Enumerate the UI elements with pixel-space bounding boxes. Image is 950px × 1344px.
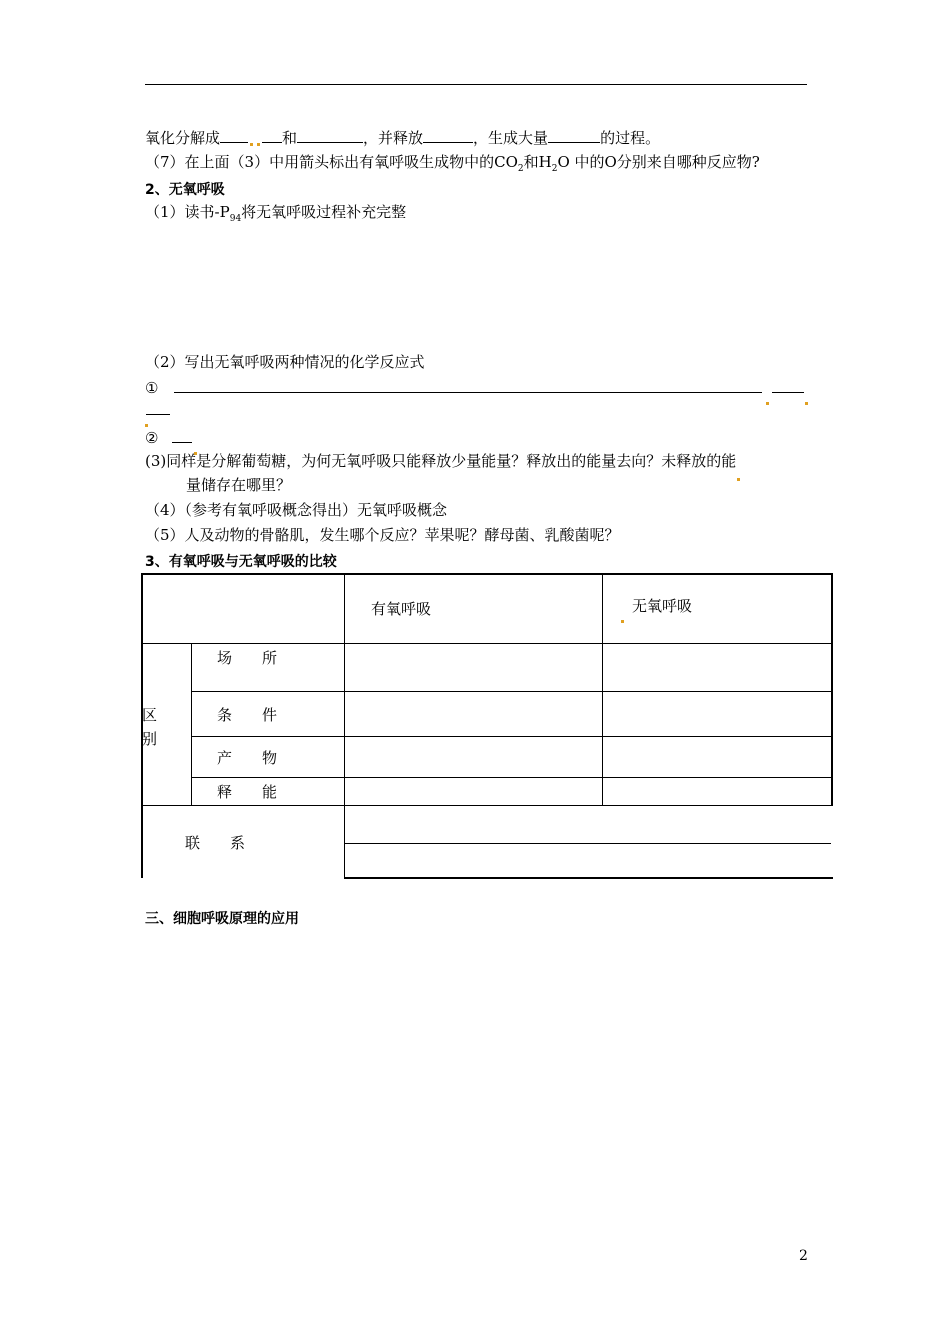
table-rule [141, 805, 833, 806]
q1-text-b: 将无氧呼吸过程补充完整 [241, 203, 407, 221]
question-4-anaerobic: （4）（参考有氧呼吸概念得出）无氧呼吸概念 [145, 501, 448, 519]
table-rule [141, 643, 833, 644]
mark-dot [619, 606, 626, 625]
table-rule [191, 736, 833, 737]
text-release: ，并释放 [363, 129, 424, 147]
row-label-connection: 联 系 [185, 834, 246, 852]
group-label-difference-1: 区 [142, 706, 158, 724]
table-border-left [141, 573, 143, 878]
row-label-product: 产 物 [217, 749, 278, 767]
q7-text-a: （7）在上面（3）中用箭头标出有氧呼吸生成物中的CO [145, 153, 518, 171]
group-label-difference-2: 别 [142, 730, 158, 748]
table-rule [191, 691, 833, 692]
table-border-right [831, 573, 833, 805]
table-rule [602, 573, 603, 805]
table-rule [191, 777, 833, 778]
header-aerobic: 有氧呼吸 [371, 600, 432, 618]
row-label-location: 场 所 [217, 649, 278, 667]
text-oxidize: 氧化分解成 [145, 129, 221, 147]
subscript: 2 [551, 164, 558, 174]
mark-dot [803, 388, 810, 407]
header-anaerobic: 无氧呼吸 [632, 597, 693, 615]
circle-1: ① [145, 379, 159, 397]
section-heading-comparison: 3、有氧呼吸与无氧呼吸的比较 [145, 554, 337, 570]
table-border-top [141, 573, 833, 575]
blank-3[interactable] [423, 127, 473, 143]
table-border-bottom [344, 877, 833, 879]
section-heading-anaerobic: 2、无氧呼吸 [145, 182, 225, 198]
subscript: 94 [229, 214, 242, 224]
question-2-anaerobic: （2）写出无氧呼吸两种情况的化学反应式 [145, 353, 425, 371]
row-label-condition: 条 件 [217, 706, 278, 724]
mark-dot [764, 388, 771, 407]
answer-line-1b[interactable] [772, 392, 804, 393]
table-rule [191, 643, 192, 805]
text-and: 和 [282, 129, 298, 147]
blank-1[interactable] [220, 127, 248, 143]
q1-text-a: （1）读书-P [145, 203, 230, 221]
q7-text-b: 和H [523, 153, 552, 171]
table-rule [345, 843, 831, 844]
mark-dot [735, 464, 742, 483]
q7-text-c: O 中的O分别来自哪种反应物? [557, 153, 760, 171]
section-heading-application: 三、细胞呼吸原理的应用 [145, 911, 299, 927]
question-3-anaerobic: (3)同样是分解葡萄糖，为何无氧呼吸只能释放少量能量？释放出的能量去向？未释放的能 [145, 452, 737, 470]
circle-2: ② [145, 429, 159, 447]
question-3-continued: 量储存在哪里？ [186, 476, 292, 494]
answer-line-1[interactable] [174, 392, 762, 393]
answer-line-2[interactable] [172, 442, 192, 443]
question-5-anaerobic: （5）人及动物的骨骼肌，发生哪个反应？苹果呢？酵母菌、乳酸菌呢？ [145, 526, 620, 544]
text-process: 的过程。 [600, 129, 661, 147]
mark-dot [257, 143, 260, 146]
text-produce: ，生成大量 [473, 129, 549, 147]
question-7 [145, 152, 760, 172]
blank-1b[interactable] [262, 127, 282, 143]
table-rule [344, 573, 345, 878]
mark-dot [250, 143, 253, 146]
blank-4[interactable] [548, 127, 600, 143]
page-number: 2 [799, 1248, 808, 1264]
mark-dot [143, 410, 150, 429]
answer-line-1c[interactable] [146, 414, 170, 415]
fill-blank-line-1 [145, 127, 660, 148]
question-1-anaerobic [145, 202, 406, 222]
blank-2[interactable] [297, 127, 363, 143]
header-rule [145, 84, 807, 85]
row-label-energy: 释 能 [217, 783, 278, 801]
subscript: 2 [517, 164, 524, 174]
